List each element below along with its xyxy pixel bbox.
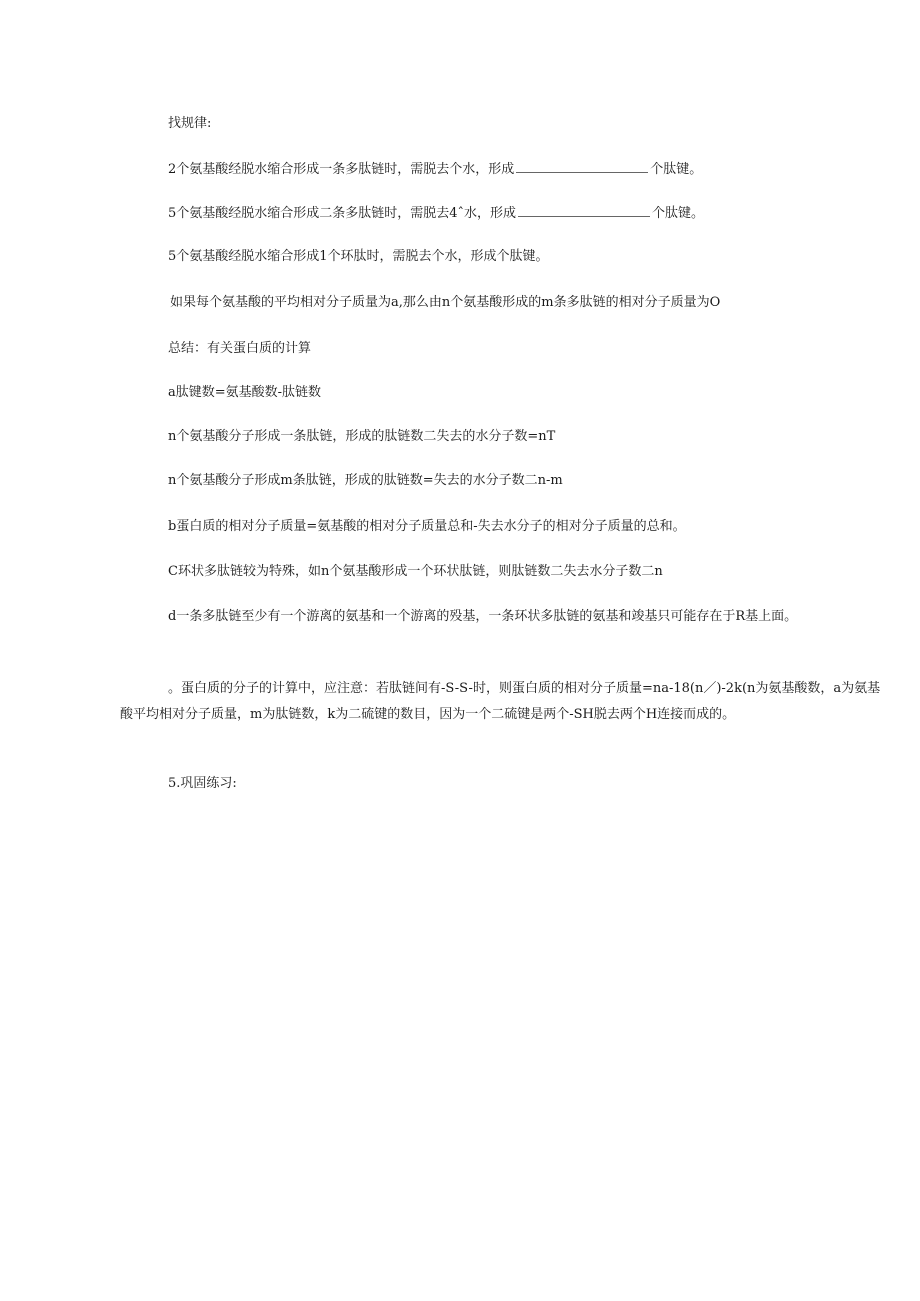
summary-item-c: C环状多肽链较为特殊，如n个氨基酸形成一个环状肽链，则肽链数二失去水分子数二n [168,564,663,579]
question-2-suffix: 个肽键。 [652,206,705,221]
question-2 [168,204,704,223]
question-1-text: 2个氨基酸经脱水缩合形成一条多肽链时，需脱去个水，形成 [168,162,515,177]
question-2-text: 5个氨基酸经脱水缩合形成二条多肽链时，需脱去4ˆ水，形成 [168,206,517,221]
question-1-suffix: 个肽键。 [650,162,703,177]
heading-find-pattern: 找规律: [168,116,212,131]
summary-title: 总结：有关蛋白质的计算 [168,341,312,356]
summary-item-a: a肽键数=氨基酸数-肽链数 [168,385,322,400]
summary-item-b: b蛋白质的相对分子质量=氨基酸的相对分子质量总和-失去水分子的相对分子质量的总和。 [168,519,686,534]
question-3: 5个氨基酸经脱水缩合形成1个环肽时，需脱去个水，形成个肽键。 [168,249,549,264]
summary-item-a2: n个氨基酸分子形成m条肽链，形成的肽链数=失去的水分子数二n-m [168,473,563,488]
summary-item-a1: n个氨基酸分子形成一条肽链，形成的肽链数二失去的水分子数=nT [168,429,556,444]
answer-blank [516,160,648,173]
summary-item-e: 。蛋白质的分子的计算中，应注意：若肽链间有-S-S-时，则蛋白质的相对分子质量=na-18(n／)-2k(n为氨基酸数，a为氨基酸平均相对分子质量，m为肽链数，k为二硫键的数目，因为一个二硫键是两个-SH脱去两个H连接而成的。 [120,681,881,722]
summary-item-d: d一条多肽链至少有一个游离的氨基和一个游离的殁基，一条环状多肽链的氨基和竣基只可能存在于R基上面。 [168,609,798,624]
question-4: 如果每个氨基酸的平均相对分子质量为a,那么由n个氨基酸形成的m条多肽链的相对分子质量为O [170,295,721,310]
question-1 [168,160,702,179]
answer-blank [518,204,650,217]
practice-heading: 5.巩固练习: [168,776,237,791]
